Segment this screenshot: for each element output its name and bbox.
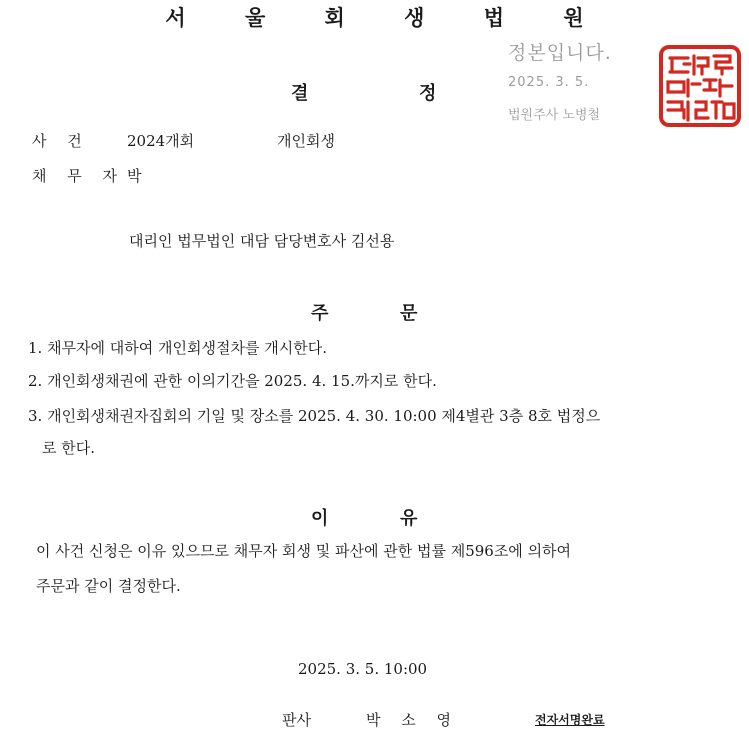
agent-line: 대리인 법무법인 대담 담당변호사 김선용 (129, 232, 395, 250)
reason-heading-right: 유 (400, 508, 418, 529)
debtor-name: 박 (127, 167, 142, 185)
reason-line: 이 사건 신청은 이유 있으므로 채무자 회생 및 파산에 관한 법률 제596조에 의하여 (36, 542, 572, 560)
court-name: 서 울 회 생 법 원 (165, 6, 610, 30)
order-item-continuation: 로 한다. (42, 439, 96, 457)
certification-date: 2025. 3. 5. (508, 75, 590, 90)
reason-heading-left: 이 (311, 508, 329, 529)
court-seal-icon (658, 44, 742, 128)
order-item: 3. 개인회생채권자집회의 기일 및 장소를 2025. 4. 30. 10:00 제4별관 3층 8호 법정으 (28, 407, 601, 425)
doc-type-right: 정 (419, 83, 437, 104)
e-signature-mark: 전자서명완료 (535, 713, 605, 727)
case-type: 개인회생 (277, 132, 335, 150)
certification-text: 정본입니다. (508, 42, 612, 64)
debtor-label: 채 무 자 (32, 167, 126, 185)
order-heading-left: 주 (311, 303, 329, 324)
order-item: 2. 개인회생채권에 관한 이의기간을 2025. 4. 15.까지로 한다. (28, 372, 437, 390)
doc-type-left: 결 (291, 83, 309, 104)
reason-line: 주문과 같이 결정한다. (36, 577, 181, 595)
certification-clerk: 법원주사 노병철 (508, 108, 601, 123)
order-heading-right: 문 (400, 303, 418, 324)
certification-note (508, 38, 612, 123)
case-label: 사 건 (32, 132, 90, 150)
order-item: 1. 채무자에 대하여 개인회생절차를 개시한다. (28, 339, 327, 357)
judge-title: 판사 (282, 711, 311, 729)
judge-name: 박 소 영 (366, 711, 460, 729)
decision-date: 2025. 3. 5. 10:00 (298, 660, 428, 678)
case-number: 2024개회 (127, 132, 195, 150)
